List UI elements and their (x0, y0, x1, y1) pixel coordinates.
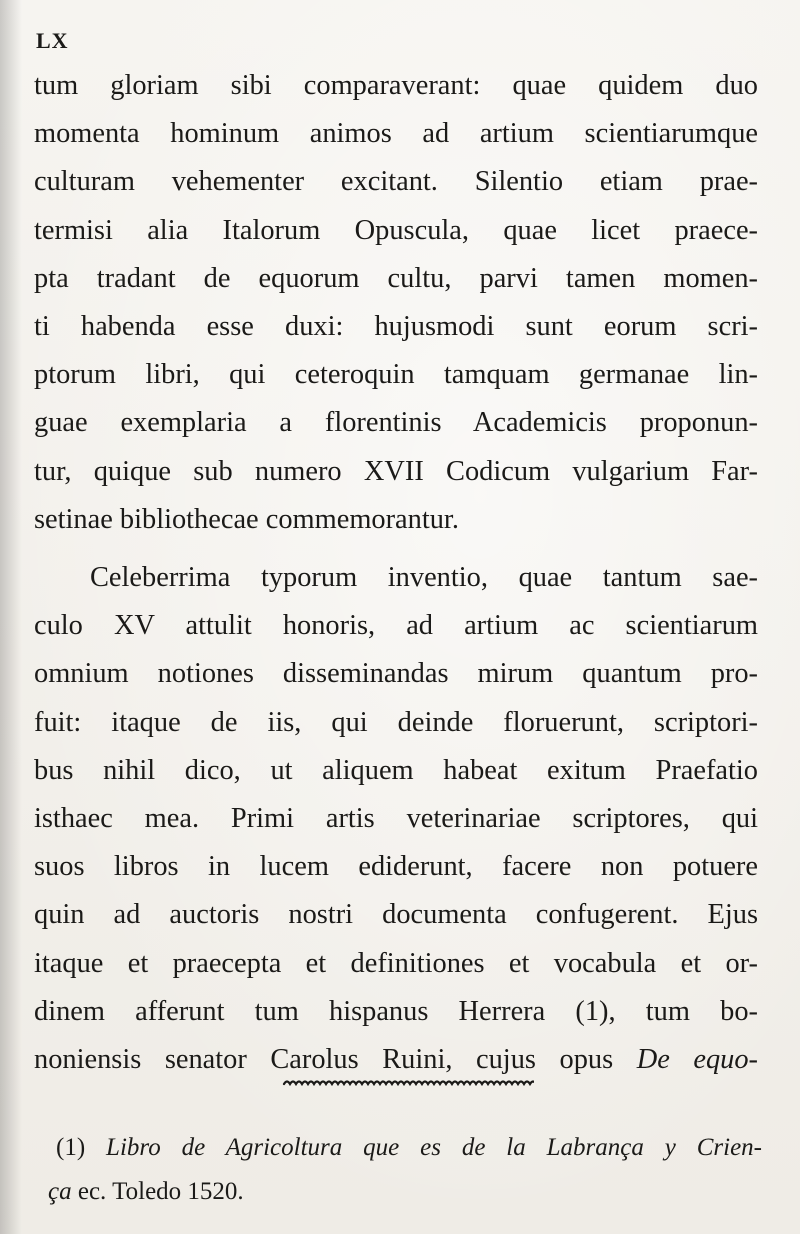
text-line: suos libros in lucem ediderunt, facere non potuere (34, 851, 758, 883)
footnote-separator-rule (282, 1078, 534, 1090)
footnote-line-2 (48, 1170, 762, 1214)
footnote-marker: (1) (56, 1134, 107, 1161)
footnote-title: Libro de Agricoltura que es de la Labrança y Crien- (106, 1134, 762, 1161)
paragraph-1 (34, 62, 758, 544)
paragraph-2 (34, 554, 758, 1084)
text-line: ptorum libri, qui ceteroquin tamquam germanae lin- (34, 359, 758, 391)
text-line: momenta hominum animos ad artium scientiarumque (34, 118, 758, 150)
text-line: setinae bibliothecae commemorantur. (34, 503, 459, 535)
text-line: fuit: itaque de iis, qui deinde floruerunt, scriptori- (34, 706, 758, 738)
text-line: bus nihil dico, ut aliquem habeat exitum Praefatio (34, 754, 758, 786)
paragraph-gap (34, 544, 758, 554)
text-line: tur, quique sub numero XVII Codicum vulgarium Far- (34, 455, 758, 487)
text-line: culturam vehementer excitant. Silentio etiam prae- (34, 166, 758, 198)
text-line: Celeberrima typorum inventio, quae tantum sae- (90, 562, 758, 594)
text-line: pta tradant de equorum cultu, parvi tamen momen- (34, 262, 758, 294)
text-line: guae exemplaria a florentinis Academicis proponun- (34, 407, 758, 439)
footnote (48, 1126, 762, 1214)
text-line: itaque et praecepta et definitiones et vocabula et or- (34, 947, 758, 979)
text-line: isthaec mea. Primi artis veterinariae scriptores, qui (34, 803, 758, 835)
text-line: quin ad auctoris nostri documenta confugerent. Ejus (34, 899, 758, 931)
body-text (34, 62, 758, 1084)
text-line: termisi alia Italorum Opuscula, quae licet praece- (34, 214, 758, 246)
text-line: dinem afferunt tum hispanus Herrera (1), tum bo- (34, 995, 758, 1027)
footnote-title-continued: ça (48, 1178, 72, 1205)
text-plain: noniensis senator Carolus Ruini, cujus opus (34, 1044, 637, 1076)
footnote-line-1 (56, 1126, 762, 1170)
text-line: ti habenda esse duxi: hujusmodi sunt eorum scri- (34, 311, 758, 343)
text-italic-title: De equo- (636, 1044, 759, 1076)
page-number: LX (36, 28, 69, 53)
binding-shadow (0, 0, 22, 1234)
text-line: tum gloriam sibi comparaverant: quae quidem duo (34, 70, 758, 101)
text-line: omnium notiones disseminandas mirum quantum pro- (34, 658, 758, 690)
text-line: culo XV attulit honoris, ad artium ac scientiarum (34, 610, 758, 642)
footnote-citation: ec. Toledo 1520. (71, 1178, 244, 1205)
